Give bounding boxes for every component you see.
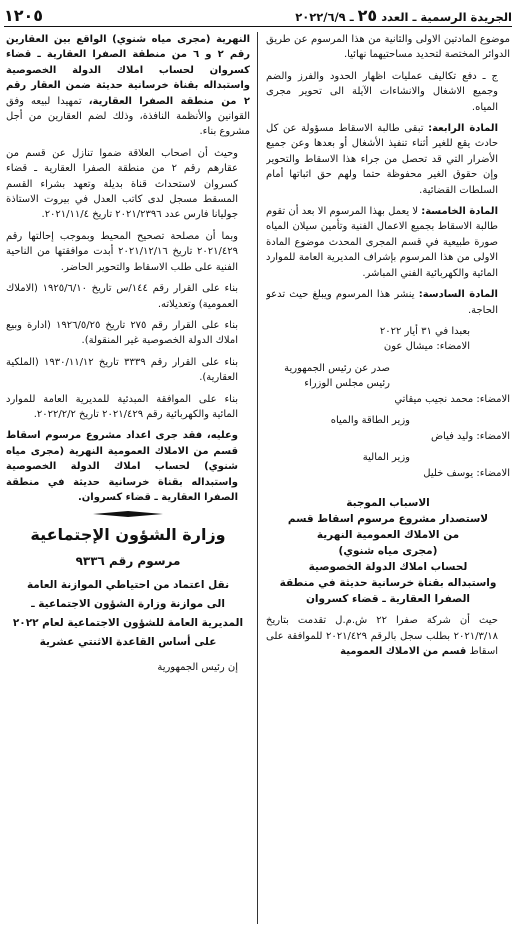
president-preamble: إن رئيس الجمهورية xyxy=(157,662,238,674)
article-six xyxy=(266,287,510,318)
finance-minister-title: وزير المالية xyxy=(362,452,410,464)
paragraph-continuation-bold xyxy=(6,32,250,140)
decree-title-line-3: المديرية العامة للشؤون الاجتماعية لعام ٢٠٢٢ xyxy=(12,617,244,630)
article-five-text: لا يعمل بهذا المرسوم الا بعد أن تقوم طالبة الاسقاط بجميع الاعمال الفنية وتأمين سيلان المياه صورة طبيعية في قسم المجرى المحدث موضوع المادة الاولى من هذا المرسوم بإشراف المديرية العامة للموارد المائية والكهربائية الفني المباشر. xyxy=(266,206,498,279)
signature-finance-minister: الامضاء: يوسف خليل xyxy=(423,467,510,479)
reasons-line-5: واستبداله بقناة خرسانية حديثة في منطقة xyxy=(279,577,497,590)
energy-minister-title: وزير الطاقة والمياه xyxy=(330,415,410,427)
reasons-line-2: من الاملاك العمومية النهرية xyxy=(316,529,460,542)
reasons-line-4: لحساب املاك الدولة الخصوصية xyxy=(308,561,468,574)
reasons-line-6: الصفرا العقارية ـ قضاء كسروان xyxy=(305,593,471,606)
article-five-label: المادة الخامسة: xyxy=(421,206,498,218)
paragraph-decision-3339: بناء على القرار رقم ٣٣٣٩ تاريخ ١٩٣٠/١١/١٢ (الملكية العقارية). xyxy=(6,356,238,384)
paragraph-conclusion: وعليه، فقد جرى اعداد مشروع مرسوم اسقاط قسم من الاملاك العمومية النهرية (مجرى مياه شنوي) لحساب املاك الدولة الخصوصية واستبداله بقناة خرسانية حديثة في منطقة الصفرا العقارية ـ قضاء كسروان. xyxy=(6,430,238,503)
column-divider xyxy=(257,32,258,924)
continuation-tail-text: تمهيدا لبيعه وفق القوانين والأنظمة النافذة، وذلك لضم العقارين من أجل مشروع بناء. xyxy=(6,95,250,138)
paragraph-preliminary-approval: بناء على الموافقة المبدئية للمديرية العامة للموارد المائية والكهربائية رقم ٢٠٢١/٤٢٩ تاريخ ٢٠٢٢/٢/٢. xyxy=(6,393,238,420)
signature-energy-minister: الامضاء: وليد فياض xyxy=(430,430,510,442)
gazette-name: الجريدة الرسمية ـ العدد xyxy=(381,9,512,24)
signature-date: بعبدا في ٣١ أيار ٢٠٢٢ xyxy=(379,325,470,337)
decree-number: مرسوم رقم ٩٣٣٦ xyxy=(75,554,181,569)
article-six-label: المادة السادسة: xyxy=(418,289,498,301)
paragraph-decision-144: بناء على القرار رقم ١٤٤/س تاريخ ١٩٢٥/٦/١٠ (الاملاك العمومية) وتعديلاته. xyxy=(6,283,238,310)
decree-title xyxy=(6,576,250,652)
gazette-title xyxy=(295,6,512,25)
page-header xyxy=(4,4,512,27)
reasons-paragraph-bold: قسم من الاملاك العمومية xyxy=(340,646,467,658)
signature-pm: الامضاء: محمد نجيب ميقاتي xyxy=(394,393,510,405)
article-four-label: المادة الرابعة: xyxy=(428,123,498,135)
reasons-line-1: لاستصدار مشروع مرسوم اسقاط قسم xyxy=(287,513,489,526)
right-column xyxy=(266,32,510,928)
issue-date: ـ ٢٠٢٢/٦/٩ xyxy=(295,9,354,24)
reasons-paragraph xyxy=(266,613,510,659)
separator-ornament xyxy=(93,511,163,517)
ministry-title: وزارة الشؤون الإجتماعية xyxy=(30,525,226,545)
left-column xyxy=(6,32,250,928)
signature-president: الامضاء: ميشال عون xyxy=(383,341,470,353)
reasons-line-3: (مجرى مياه شنوي) xyxy=(338,545,438,558)
decree-title-line-1: نقل اعتماد من احتياطي الموازنة العامة xyxy=(26,579,230,592)
article-four-text: تبقى طالبة الاسقاط مسؤولة عن كل حادث يقع للغير أثناء تنفيذ الأشغال أو بعدها وعن جميع الأضرار التي قد تحصل من جراء هذا الاسقاط والتحوير وإن حقوق الغير محفوظة حتما ولهم حق اثباتها أمام السلطات القضائية. xyxy=(266,123,498,196)
pm-title: رئيس مجلس الوزراء xyxy=(304,378,390,390)
paragraph-decision-275: بناء على القرار رقم ٢٧٥ تاريخ ١٩٢٦/٥/٢٥ (ادارة وبيع املاك الدولة الخصوصية غير المنقولة). xyxy=(6,319,238,347)
issue-number: ٢٥ xyxy=(357,5,378,25)
paragraph-approval: وبما أن مصلحة تصحيح المحيط وبموجب إحالتها رقم ٢٠٢١/٤٢٩ تاريخ ٢٠٢١/١٢/١٦ أبدت موافقتها من الناحية الفنية على طلب الاسقاط والتحوير الحاضر. xyxy=(6,230,238,273)
article-five xyxy=(266,204,510,281)
paragraph-waiver: وحيث أن اصحاب العلاقة ضموا تنازل عن قسم من عقارهم رقم ٢ من منطقة الصفرا العقارية ـ قضاء كسروان لاستحداث قناة بديلة وتعهد بشراء القسم المسقط مسجل لدى كاتب العدل في بيروت الاستاذة جوليانا فارس عدد ٢٠٢١/٢٣٩٦ تاريخ ٢٠٢١/١١/٤. xyxy=(6,147,239,221)
decree-title-line-4: على أساس القاعدة الاثنتي عشرية xyxy=(39,636,217,649)
article-four xyxy=(266,121,510,198)
paragraph-clause-c: ج ـ دفع تكاليف عمليات اظهار الحدود والفرز والضم وجميع الاشغال والانشاءات الآيلة الى تحوير مجرى المياه. xyxy=(266,70,498,113)
article-six-text: ينشر هذا المرسوم ويبلغ حيث تدعو الحاجة. xyxy=(266,289,498,316)
issued-by: صدر عن رئيس الجمهورية xyxy=(284,362,390,374)
decree-title-line-2: الى موازنة وزارة الشؤون الاجتماعية ـ xyxy=(31,598,225,611)
paragraph-continuation: موضوع المادتين الاولى والثانية من هذا المرسوم عن طريق الدوائر المختصة لتحديد مساحتيهما نهائيا. xyxy=(266,34,510,61)
page-number: ١٢٠٥ xyxy=(4,5,44,25)
reasons-paragraph-text: حيث أن شركة صفرا ٢٢ ش.م.ل تقدمت بتاريخ ٢٠٢١/٣/١٨ بطلب سجل بالرقم ٢٠٢١/٤٢٩ للموافقة على اسقاط xyxy=(266,615,498,658)
continuation-bold-text: النهرية (مجرى مياه شنوي) الواقع بين العقارين رقم ٢ و ٦ من منطقة الصفرا العقارية ـ قضاء كسروان لحساب املاك الدولة الخصوصية واستبداله بقناة خرسانية حديثة ضمن العقار رقم ٢ من منطقة الصفرا العقارية، xyxy=(6,34,250,107)
reasons-title: الاسباب الموجبة xyxy=(346,497,430,510)
